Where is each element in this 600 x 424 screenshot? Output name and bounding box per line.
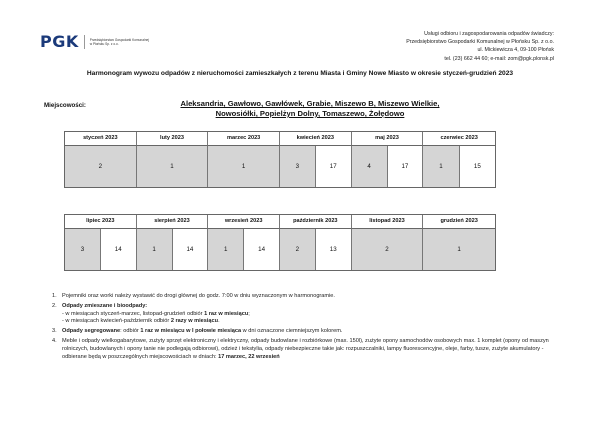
month-cell: [352, 229, 424, 270]
collection-day-segregated: 1: [208, 146, 279, 187]
collection-day-segregated: 2: [65, 146, 136, 187]
collection-day-mixed: 17: [387, 146, 423, 187]
month-header: czerwiec 2023: [423, 132, 495, 146]
collection-day-segregated: 4: [352, 146, 387, 187]
collection-day-mixed: 14: [243, 229, 279, 270]
month-header: maj 2023: [352, 132, 424, 146]
collection-day-mixed: 14: [100, 229, 136, 270]
month-header: sierpień 2023: [137, 215, 209, 229]
logo-mark: PGK: [40, 32, 79, 51]
collection-day-segregated: 2: [280, 229, 315, 270]
company-info: [406, 30, 554, 63]
company-line: Usługi odbioru i zagospodarowania odpadów świadczy:: [424, 31, 554, 37]
collection-day-segregated: 1: [208, 229, 243, 270]
month-header: październik 2023: [280, 215, 352, 229]
month-header: wrzesień 2023: [208, 215, 280, 229]
schedule-table-first-half: [64, 131, 496, 188]
collection-day-mixed: 14: [172, 229, 208, 270]
notes: [52, 293, 552, 363]
company-line: tel. (23) 662 44 60; e-mail: zom@pgk.plonsk.pl: [444, 55, 554, 62]
schedule-table-second-half: [64, 214, 496, 271]
logo-divider: [84, 35, 85, 49]
month-header: luty 2023: [137, 132, 209, 146]
month-cell: [65, 229, 137, 270]
month-cell: [137, 146, 209, 187]
month-cell: [423, 146, 495, 187]
note-3: 3. Odpady segregowane: odbiór 1 raz w miesiącu w I połowie miesiąca w dni oznaczone ciemniejszym kolorem.: [52, 328, 343, 335]
month-header: kwiecień 2023: [280, 132, 352, 146]
month-cell: [65, 146, 137, 187]
company-line: Przedsiębiorstwo Gospodarki Komunalnej w Płońsku Sp. z o.o.: [406, 39, 554, 46]
document-title: Harmonogram wywozu odpadów z nieruchomości zamieszkałych z terenu Miasta i Gminy Nowe Miasto w okresie styczeń-grudzień 2023: [86, 70, 514, 77]
localities-label: Miejscowości:: [44, 102, 86, 109]
note-4: 4. Meble i odpady wielkogabarytowe, zużyty sprzęt elektroniczny i elektryczny, odpady budowlane i rozbiórkowe (max. 150l), zużyte opony samochodów osobowych max. 1 komplet (opony od maszyn rolniczych, budowlanych i opony tanie nie podlegają odbiorowi), odzież i tekstylia, odpady niebezpieczne takie jak: rozpuszczalniki, lampy fluorescencyjne, oleje, farby, tusze, zużyte akumulatory - odbierane będą w poszczególnych miejscowościach w dniach: 17 marzec, 22 wrzesień: [52, 337, 549, 360]
collection-day-segregated: 3: [280, 146, 315, 187]
month-cell: [423, 229, 495, 270]
collection-day-segregated: 1: [137, 146, 208, 187]
logo-subtitle: Przedsiębiorstwo Gospodarki Komunalnej w Płońsku Sp. z o.o.: [89, 37, 149, 46]
collection-day-segregated: 1: [423, 229, 495, 270]
month-cell: [137, 229, 209, 270]
month-header: listopad 2023: [352, 215, 424, 229]
collection-day-segregated: 1: [423, 146, 458, 187]
month-cell: [208, 146, 280, 187]
company-line: ul. Mickiewicza 4, 09-100 Płońsk: [477, 47, 554, 54]
collection-day-segregated: 3: [65, 229, 100, 270]
localities-list: Aleksandria, Gawłowo, Gawłówek, Grabie, Miszewo B, Miszewo Wielkie, Nowosiółki, Popielżyn Dolny, Tomaszewo, Żołędowo: [180, 99, 440, 118]
month-header: styczeń 2023: [65, 132, 137, 146]
month-cell: [352, 146, 424, 187]
collection-day-mixed: 13: [315, 229, 351, 270]
note-2: 2. Odpady zmieszane i bioodpady: - w miesiącach styczeń-marzec, listopad-grudzień odbiór 1 raz w miesiącu; - w miesiącach kwiecień-październik odbiór 2 razy w miesiącu.: [52, 302, 250, 325]
collection-day-mixed: 15: [459, 146, 495, 187]
collection-day-segregated: 1: [137, 229, 172, 270]
collection-day-segregated: 2: [352, 229, 423, 270]
month-cell: [208, 229, 280, 270]
month-header: grudzień 2023: [423, 215, 495, 229]
month-header: lipiec 2023: [65, 215, 137, 229]
month-cell: [280, 229, 352, 270]
note-1: 1. Pojemniki oraz worki należy wystawić do drogi głównej do godz. 7:00 w dniu wyznaczonym w harmonogramie.: [52, 293, 335, 299]
collection-day-mixed: 17: [315, 146, 351, 187]
pgk-logo: [40, 32, 150, 51]
month-header: marzec 2023: [208, 132, 280, 146]
month-cell: [280, 146, 352, 187]
